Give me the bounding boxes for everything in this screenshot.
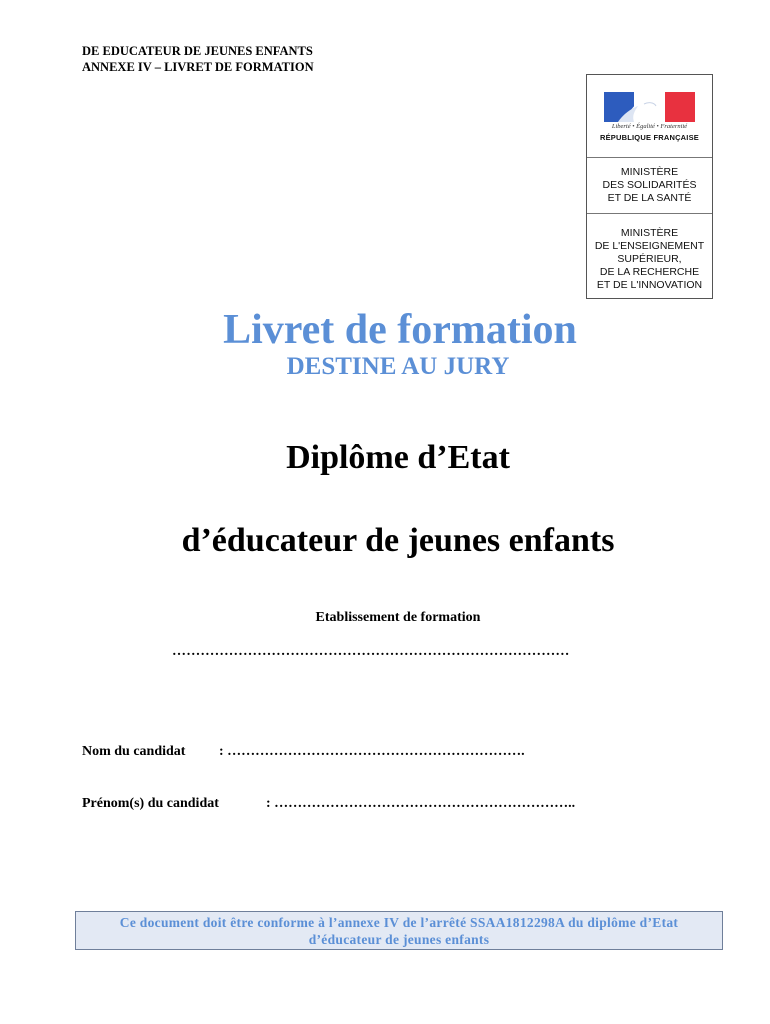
- nom-candidat-field[interactable]: : ……………………………………………………….: [219, 744, 525, 759]
- header-line-1: DE EDUCATEUR DE JEUNES ENFANTS: [82, 44, 313, 58]
- ministere-enseignement: [587, 215, 712, 292]
- prenom-candidat-label: Prénom(s) du candidat: [82, 796, 219, 811]
- ministere-solidarites-line: DES SOLIDARITÉS: [602, 179, 697, 191]
- document-subtitle: DESTINE AU JURY: [286, 353, 510, 380]
- conformity-notice-line-1: Ce document doit être conforme à l’annexe IV de l’arrêté SSAA1812298A du diplôme d’Etat: [119, 915, 679, 930]
- ministry-logo-box: [586, 74, 713, 299]
- conformity-notice-line-2: d’éducateur de jeunes enfants: [308, 932, 490, 947]
- nom-candidat-label: Nom du candidat: [82, 744, 186, 759]
- ministere-solidarites-line: MINISTÈRE: [620, 166, 679, 178]
- ministere-enseignement-line: ET DE L'INNOVATION: [596, 279, 703, 291]
- ministere-solidarites-line: ET DE LA SANTÉ: [607, 192, 692, 204]
- republique-motto: Liberté • Égalité • Fraternité: [611, 123, 688, 130]
- ministere-enseignement-line: DE LA RECHERCHE: [599, 266, 700, 278]
- ministere-enseignement-line: MINISTÈRE: [620, 227, 679, 239]
- conformity-notice: [75, 911, 723, 950]
- diplome-title-line-2: d’éducateur de jeunes enfants: [181, 522, 615, 559]
- marianne-flag-logo: [604, 92, 695, 122]
- etablissement-field[interactable]: …………………………………………………………………………: [172, 644, 570, 659]
- etablissement-label: Etablissement de formation: [315, 610, 481, 625]
- header-line-2: ANNEXE IV – LIVRET DE FORMATION: [82, 60, 314, 74]
- republique-francaise-label: RÉPUBLIQUE FRANÇAISE: [599, 133, 699, 142]
- diplome-title-line-1: Diplôme d’Etat: [286, 439, 510, 476]
- prenom-candidat-field[interactable]: : ………………………………………………………..: [266, 796, 576, 811]
- ministere-solidarites: [587, 158, 712, 214]
- ministere-enseignement-line: DE L'ENSEIGNEMENT: [594, 240, 705, 252]
- republique-logo: [587, 75, 712, 158]
- document-title: Livret de formation: [223, 307, 577, 353]
- ministere-enseignement-line: SUPÉRIEUR,: [617, 253, 682, 265]
